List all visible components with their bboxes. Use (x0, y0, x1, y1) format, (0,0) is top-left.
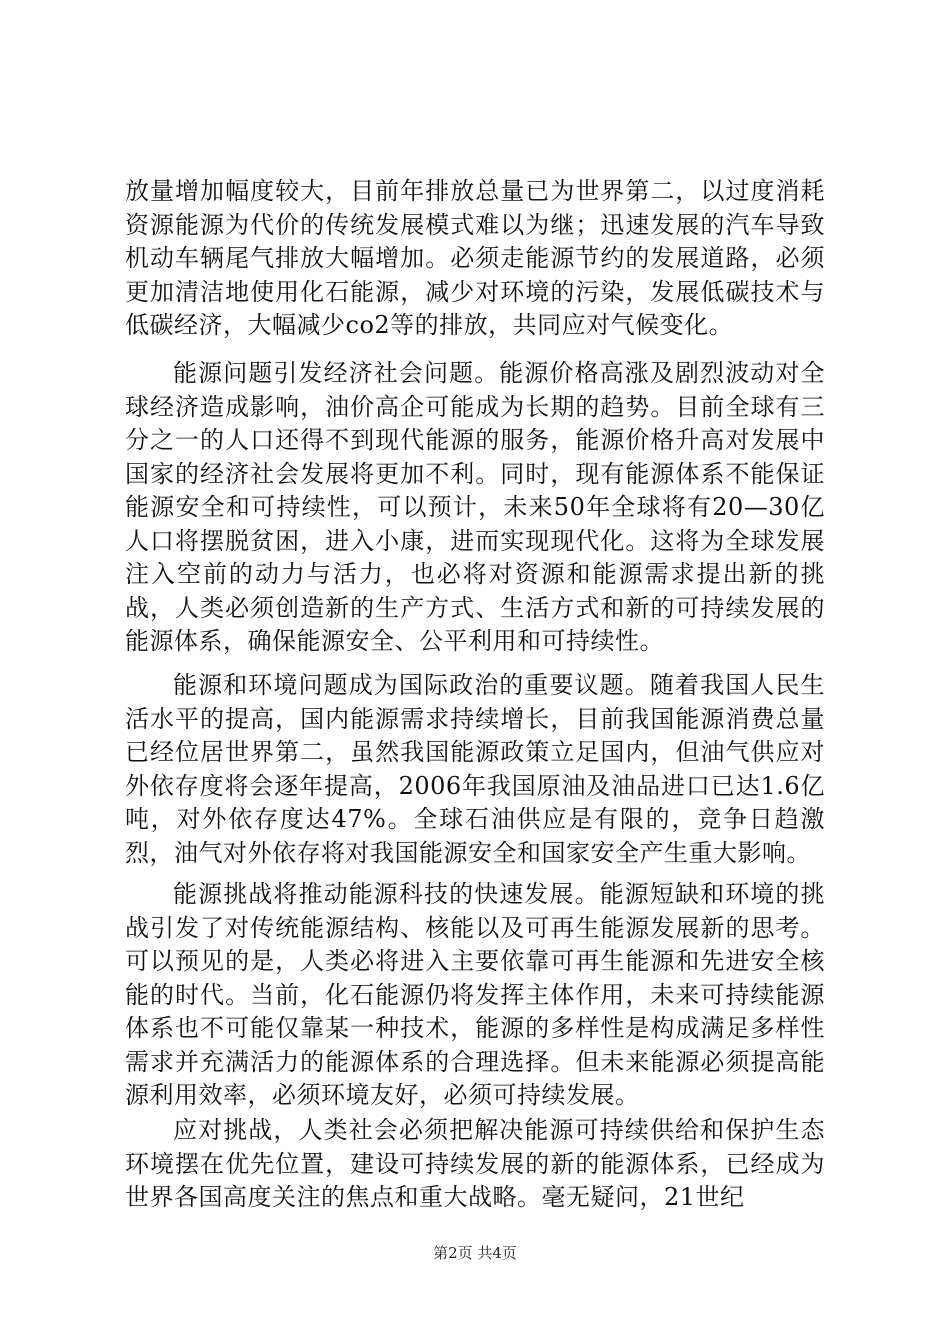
paragraph-1: 放量增加幅度较大，目前年排放总量已为世界第二，以过度消耗资源能源为代价的传统发展模式难以为继；迅速发展的汽车导致机动车辆尾气排放大幅增加。必须走能源节约的发展道路，必须更加清洁地使用化石能源，减少对环境的污染，发展低碳技术与低碳经济，大幅减少co2等的排放，共同应对气候变化。 (125, 177, 825, 339)
paragraph-2: 能源问题引发经济社会问题。能源价格高涨及剧烈波动对全球经济造成影响，油价高企可能成为长期的趋势。目前全球有三分之一的人口还得不到现代能源的服务，能源价格升高对发展中国家的经济社会发展将更加不利。同时，现有能源体系不能保证能源安全和可持续性，可以预计，未来50年全球将有20—30亿人口将摆脱贫困，进入小康，进而实现现代化。这将为全球发展注入空前的动力与活力，也必将对资源和能源需求提出新的挑战，人类必须创造新的生产方式、生活方式和新的可持续发展的能源体系，确保能源安全、公平利用和可持续性。 (125, 359, 825, 655)
paragraph-5: 应对挑战，人类社会必须把解决能源可持续供给和保护生态环境摆在优先位置，建设可持续发展的新的能源体系，已经成为世界各国高度关注的焦点和重大战略。毫无疑问，21世纪 (125, 1116, 825, 1211)
paragraph-3: 能源和环境问题成为国际政治的重要议题。随着我国人民生活水平的提高，国内能源需求持续增长，目前我国能源消费总量已经位居世界第二，虽然我国能源政策立足国内，但油气供应对外依存度将会逐年提高，2006年我国原油及油品进口已达1.6亿吨，对外依存度达47%。全球石油供应是有限的，竞争日趋激烈，油气对外依存将对我国能源安全和国家安全产生重大影响。 (125, 671, 825, 867)
paragraph-4: 能源挑战将推动能源科技的快速发展。能源短缺和环境的挑战引发了对传统能源结构、核能以及可再生能源发展新的思考。可以预见的是，人类必将进入主要依靠可再生能源和先进安全核能的时代。当前，化石能源仍将发挥主体作用，未来可持续能源体系也不可能仅靠某一种技术，能源的多样性是构成满足多样性需求并充满活力的能源体系的合理选择。但未来能源必须提高能源利用效率，必须环境友好，必须可持续发展。 (125, 880, 825, 1109)
page-number-footer: 第2页 共4页 (433, 1244, 517, 1262)
